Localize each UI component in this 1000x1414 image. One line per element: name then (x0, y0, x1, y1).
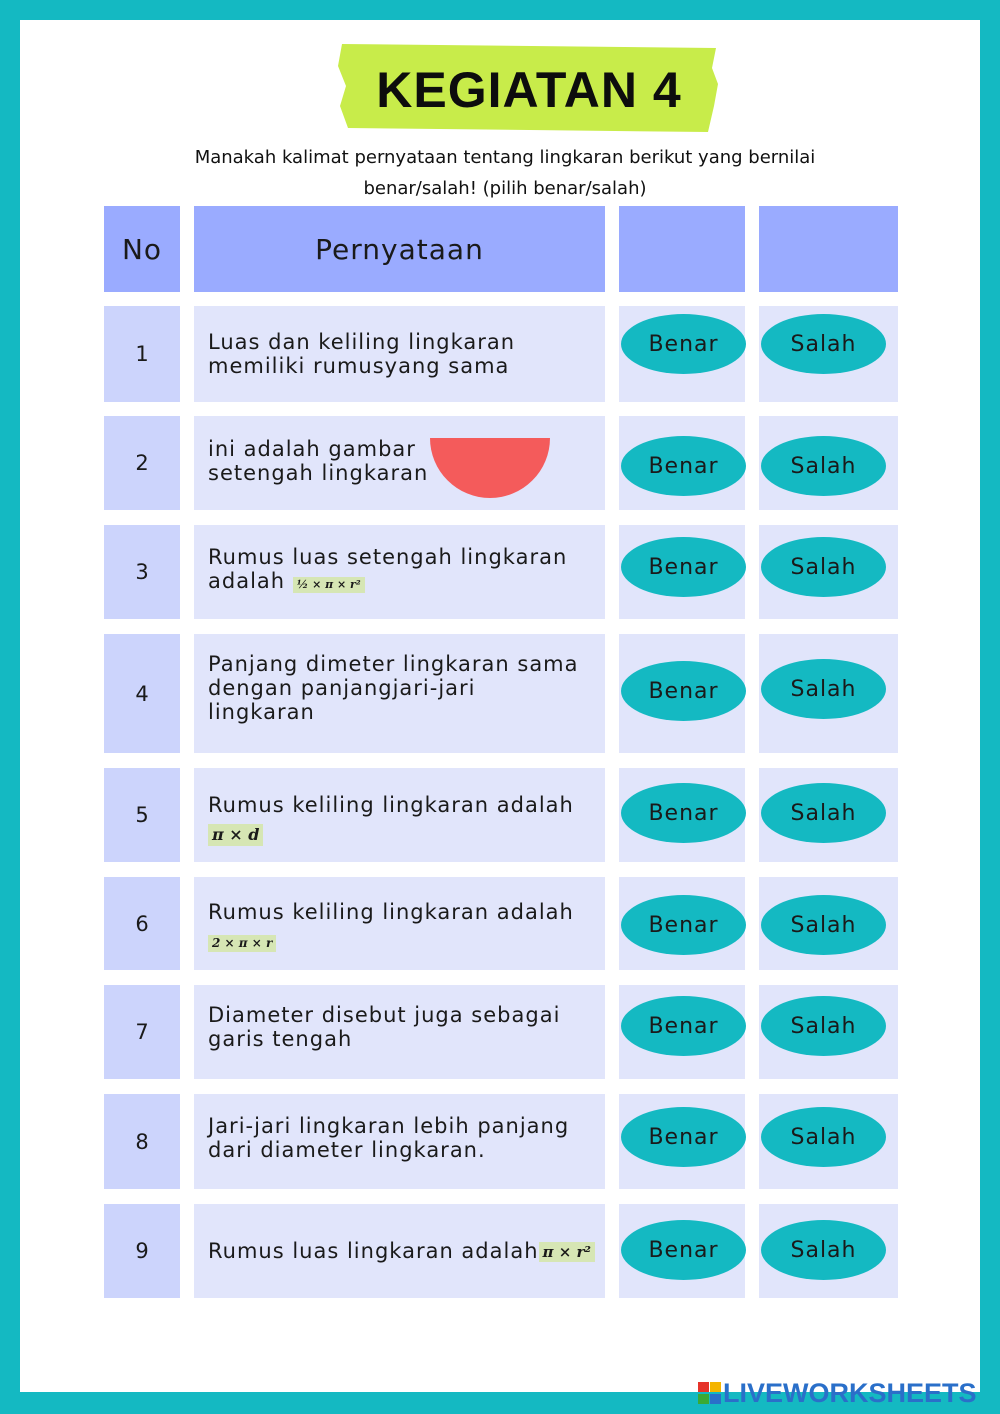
logo-icon (697, 1380, 723, 1406)
row-4-line-3: lingkaran (208, 699, 315, 724)
row-1-line-1: Luas dan keliling lingkaran (208, 330, 516, 354)
row-4-statement (194, 634, 605, 753)
row-3-benar-button[interactable]: Benar (621, 537, 746, 597)
row-4-line-1: Panjang dimeter lingkaran sama (208, 651, 579, 676)
row-5-statement (194, 768, 605, 862)
row-7-benar-button[interactable]: Benar (621, 996, 746, 1056)
row-2-line-1: ini adalah gambar (208, 437, 416, 461)
row-7-salah-button[interactable]: Salah (761, 996, 886, 1056)
row-8-statement (194, 1094, 605, 1189)
header-benar (619, 206, 745, 292)
row-1-statement (194, 306, 605, 402)
row-3-no: 3 (104, 525, 180, 619)
row-6-formula: 2 × π × r (208, 935, 276, 952)
row-9-statement (194, 1204, 605, 1298)
row-8-no: 8 (104, 1094, 180, 1189)
row-6-salah-button[interactable]: Salah (761, 895, 886, 955)
row-2-no: 2 (104, 416, 180, 510)
row-6-no: 6 (104, 877, 180, 970)
row-3-formula: ½ × π × r² (293, 577, 365, 593)
row-1-benar-button[interactable]: Benar (621, 314, 746, 374)
row-3-salah-button[interactable]: Salah (761, 537, 886, 597)
row-6-statement (194, 877, 605, 970)
row-9-salah-button[interactable]: Salah (761, 1220, 886, 1280)
row-9-formula: π × r² (539, 1242, 595, 1263)
row-7-statement (194, 985, 605, 1079)
row-2-salah-button[interactable]: Salah (761, 436, 886, 496)
header-no (104, 206, 180, 292)
instruction-line-2: benar/salah! (pilih benar/salah) (363, 178, 647, 199)
row-7-no: 7 (104, 985, 180, 1079)
row-2-line-2: setengah lingkaran (208, 461, 429, 485)
row-4-no: 4 (104, 634, 180, 753)
row-3-statement (194, 525, 605, 619)
row-1-no: 1 (104, 306, 180, 402)
row-8-line-2: dari diameter lingkaran. (208, 1137, 486, 1162)
semicircle-shape (430, 438, 550, 498)
instruction-line-1: Manakah kalimat pernyataan tentang lingkaran berikut yang bernilai (194, 147, 816, 168)
semicircle-image (430, 438, 550, 500)
row-5-line-1: Rumus keliling lingkaran adalah (208, 793, 574, 817)
row-1-salah-button[interactable]: Salah (761, 314, 886, 374)
header-no-label: No (121, 232, 163, 266)
logo-text: LIVEWORKSHEETS (723, 1377, 977, 1408)
row-2-benar-button[interactable]: Benar (621, 436, 746, 496)
row-5-no: 5 (104, 768, 180, 862)
row-4-benar-button[interactable]: Benar (621, 661, 746, 721)
row-1-line-2: memiliki rumusyang sama (208, 354, 510, 378)
row-9-benar-button[interactable]: Benar (621, 1220, 746, 1280)
row-5-salah-button[interactable]: Salah (761, 783, 886, 843)
page-title: KEGIATAN 4 (376, 62, 682, 118)
instruction (150, 142, 860, 204)
row-6-line-1: Rumus keliling lingkaran adalah (208, 899, 574, 924)
header-statement-label: Pernyataan (315, 232, 484, 266)
liveworksheets-logo (697, 1378, 977, 1408)
row-3-line-1: Rumus luas setengah lingkaran (208, 544, 568, 569)
row-4-salah-button[interactable]: Salah (761, 659, 886, 719)
row-3-line-2: adalah (208, 568, 286, 593)
row-8-line-1: Jari-jari lingkaran lebih panjang (208, 1113, 570, 1138)
row-9-line-1: Rumus luas lingkaran adalah (208, 1239, 539, 1263)
header-statement (194, 206, 605, 292)
row-5-formula: π × d (208, 824, 263, 846)
row-4-line-2: dengan panjangjari-jari (208, 675, 476, 700)
row-6-benar-button[interactable]: Benar (621, 895, 746, 955)
row-9-no: 9 (104, 1204, 180, 1298)
row-5-benar-button[interactable]: Benar (621, 783, 746, 843)
row-8-benar-button[interactable]: Benar (621, 1107, 746, 1167)
row-7-line-2: garis tengah (208, 1027, 353, 1051)
row-7-line-1: Diameter disebut juga sebagai (208, 1003, 561, 1027)
header-salah (759, 206, 898, 292)
row-8-salah-button[interactable]: Salah (761, 1107, 886, 1167)
